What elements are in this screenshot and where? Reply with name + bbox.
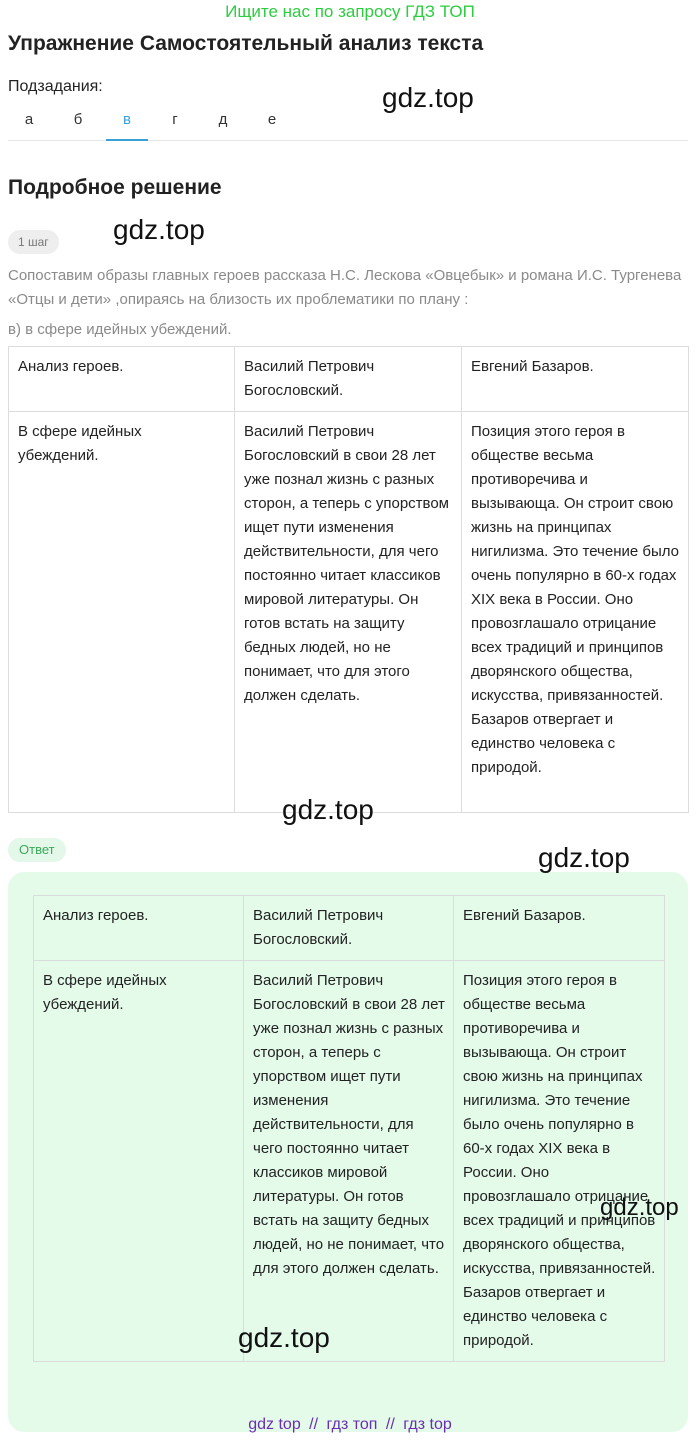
intro-point: в) в сфере идейных убеждений. <box>8 321 232 338</box>
solution-intro <box>8 264 684 342</box>
footer-link[interactable]: гдз top <box>403 1416 452 1433</box>
table-header-cell: Евгений Базаров. <box>462 347 689 412</box>
table-header-cell: Анализ героев. <box>9 347 235 412</box>
table-header-cell: Василий Петрович Богословский. <box>235 347 462 412</box>
intro-text: Сопоставим образы главных героев рассказа Н.С. Лескова «Овцебык» и романа И.С. Тургенева «Отцы и дети» ,опираясь на близость их проблематики по плану : <box>8 267 682 308</box>
subtask-tabs <box>8 100 688 141</box>
footer-link[interactable]: gdz top <box>248 1416 301 1433</box>
tab-a[interactable]: а <box>24 111 34 128</box>
answer-table <box>33 895 665 1362</box>
table-cell: Василий Петрович Богословский в свои 28 лет уже познал жизнь с разных сторон, а теперь с упорством ищет пути изменения действительности, для чего постоянно читает классиков мировой литературы. Он готов встать на защиту бедных людей, но не понимает, что для этого должен сделать. <box>244 961 454 1362</box>
watermark: gdz.top <box>538 842 630 873</box>
watermark: gdz.top <box>282 794 374 825</box>
step-badge: 1 шаг <box>8 230 59 254</box>
footer-link[interactable]: гдз топ <box>326 1416 378 1433</box>
answer-badge: Ответ <box>8 838 66 862</box>
footer-separator: // <box>385 1416 395 1433</box>
page-title: Упражнение Самостоятельный анализ текста <box>8 32 484 55</box>
watermark: gdz.top <box>382 82 474 113</box>
table-header-cell: Евгений Базаров. <box>454 896 665 961</box>
watermark: gdz.top <box>113 214 205 245</box>
table-cell: Позиция этого героя в обществе весьма противоречива и вызывающа. Он строит свою жизнь на принципах нигилизма. Это течение было очень популярно в 60-х годах XIX века в России. Оно провозглашало отрицание всех традиций и принципов дворянского общества, искусства, привязанностей. Базаров отвергает и единство человека с природой. <box>462 412 689 813</box>
table-cell: Василий Петрович Богословский в свои 28 лет уже познал жизнь с разных сторон, а теперь с упорством ищет пути изменения действительности, для чего постоянно читает классиков мировой литературы. Он готов встать на защиту бедных людей, но не понимает, что для этого должен сделать. <box>235 412 462 813</box>
tab-v[interactable]: в <box>106 100 148 140</box>
table-header-cell: Василий Петрович Богословский. <box>244 896 454 961</box>
table-header-row <box>9 347 689 412</box>
tab-d[interactable]: д <box>218 111 228 128</box>
table-row <box>9 412 689 813</box>
table-cell: В сфере идейных убеждений. <box>34 961 244 1362</box>
footer-links <box>0 1414 700 1436</box>
table-header-cell: Анализ героев. <box>34 896 244 961</box>
table-cell: В сфере идейных убеждений. <box>9 412 235 813</box>
watermark: gdz.top <box>600 1194 679 1221</box>
table-cell: Позиция этого героя в обществе весьма противоречива и вызывающа. Он строит свою жизнь на принципах нигилизма. Это течение было очень популярно в 60-х годах XIX века в России. Оно провозглашало отрицание всех традиций и принципов дворянского общества, искусства, привязанностей. Базаров отвергает и единство человека с природой. <box>454 961 665 1362</box>
footer-separator: // <box>309 1416 319 1433</box>
watermark: gdz.top <box>238 1322 330 1353</box>
tab-e[interactable]: е <box>267 111 277 128</box>
solution-table <box>8 346 689 813</box>
table-header-row <box>34 896 665 961</box>
table-row <box>34 961 665 1362</box>
subtasks-label: Подзадания: <box>8 78 103 95</box>
tab-g[interactable]: г <box>172 111 178 128</box>
promo-banner[interactable]: Ищите нас по запросу ГДЗ ТОП <box>225 2 475 21</box>
solution-title: Подробное решение <box>8 176 222 199</box>
tab-b[interactable]: б <box>73 111 83 128</box>
